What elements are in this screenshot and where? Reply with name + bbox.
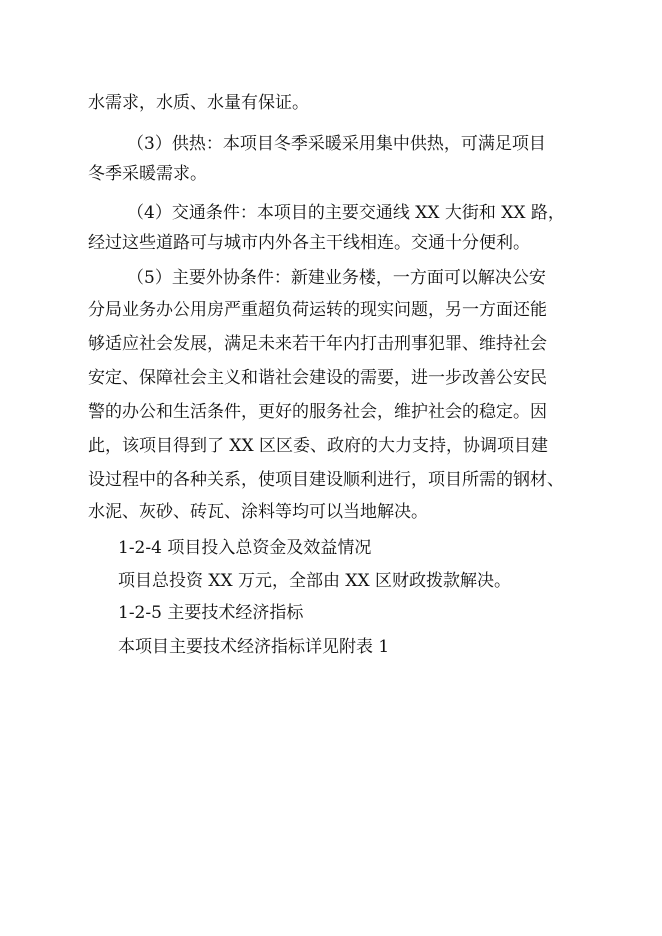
text-line-traffic: （4）交通条件：本项目的主要交通线 XX 大街和 XX 路， (127, 203, 565, 223)
text-line-external-6: 此，该项目得到了 XX 区区委、政府的大力支持，协调项目建 (88, 436, 549, 456)
text-line-external: （5）主要外协条件：新建业务楼，一方面可以解决公安 (127, 268, 546, 288)
text-line-indicators: 本项目主要技术经济指标详见附表 1 (118, 637, 390, 657)
text-line-external-7: 设过程中的各种关系，使项目建设顺利进行，项目所需的钢材、 (88, 470, 564, 490)
text-line-external-8: 水泥、灰砂、砖瓦、涂料等均可以当地解决。 (88, 502, 428, 522)
section-heading-investment: 1-2-4 项目投入总资金及效益情况 (118, 538, 372, 558)
section-heading-indicators: 1-2-5 主要技术经济指标 (118, 603, 304, 623)
text-line-external-2: 分局业务办公用房严重超负荷运转的现实问题，另一方面还能 (88, 300, 547, 320)
text-line-heating-cont: 冬季采暖需求。 (88, 164, 207, 184)
text-line-investment: 项目总投资 XX 万元，全部由 XX 区财政拨款解决。 (118, 571, 512, 591)
text-line-external-3: 够适应社会发展，满足未来若干年内打击刑事犯罪、维持社会 (88, 334, 547, 354)
text-line-traffic-cont: 经过这些道路可与城市内外各主干线相连。交通十分便利。 (88, 233, 530, 253)
text-line-external-4: 安定、保障社会主义和谐社会建设的需要，进一步改善公安民 (88, 368, 547, 388)
text-line-water-supply: 水需求，水质、水量有保证。 (88, 93, 309, 113)
text-line-external-5: 警的办公和生活条件，更好的服务社会，维护社会的稳定。因 (88, 402, 547, 422)
text-line-heating: （3）供热：本项目冬季采暖采用集中供热，可满足项目 (127, 134, 546, 154)
